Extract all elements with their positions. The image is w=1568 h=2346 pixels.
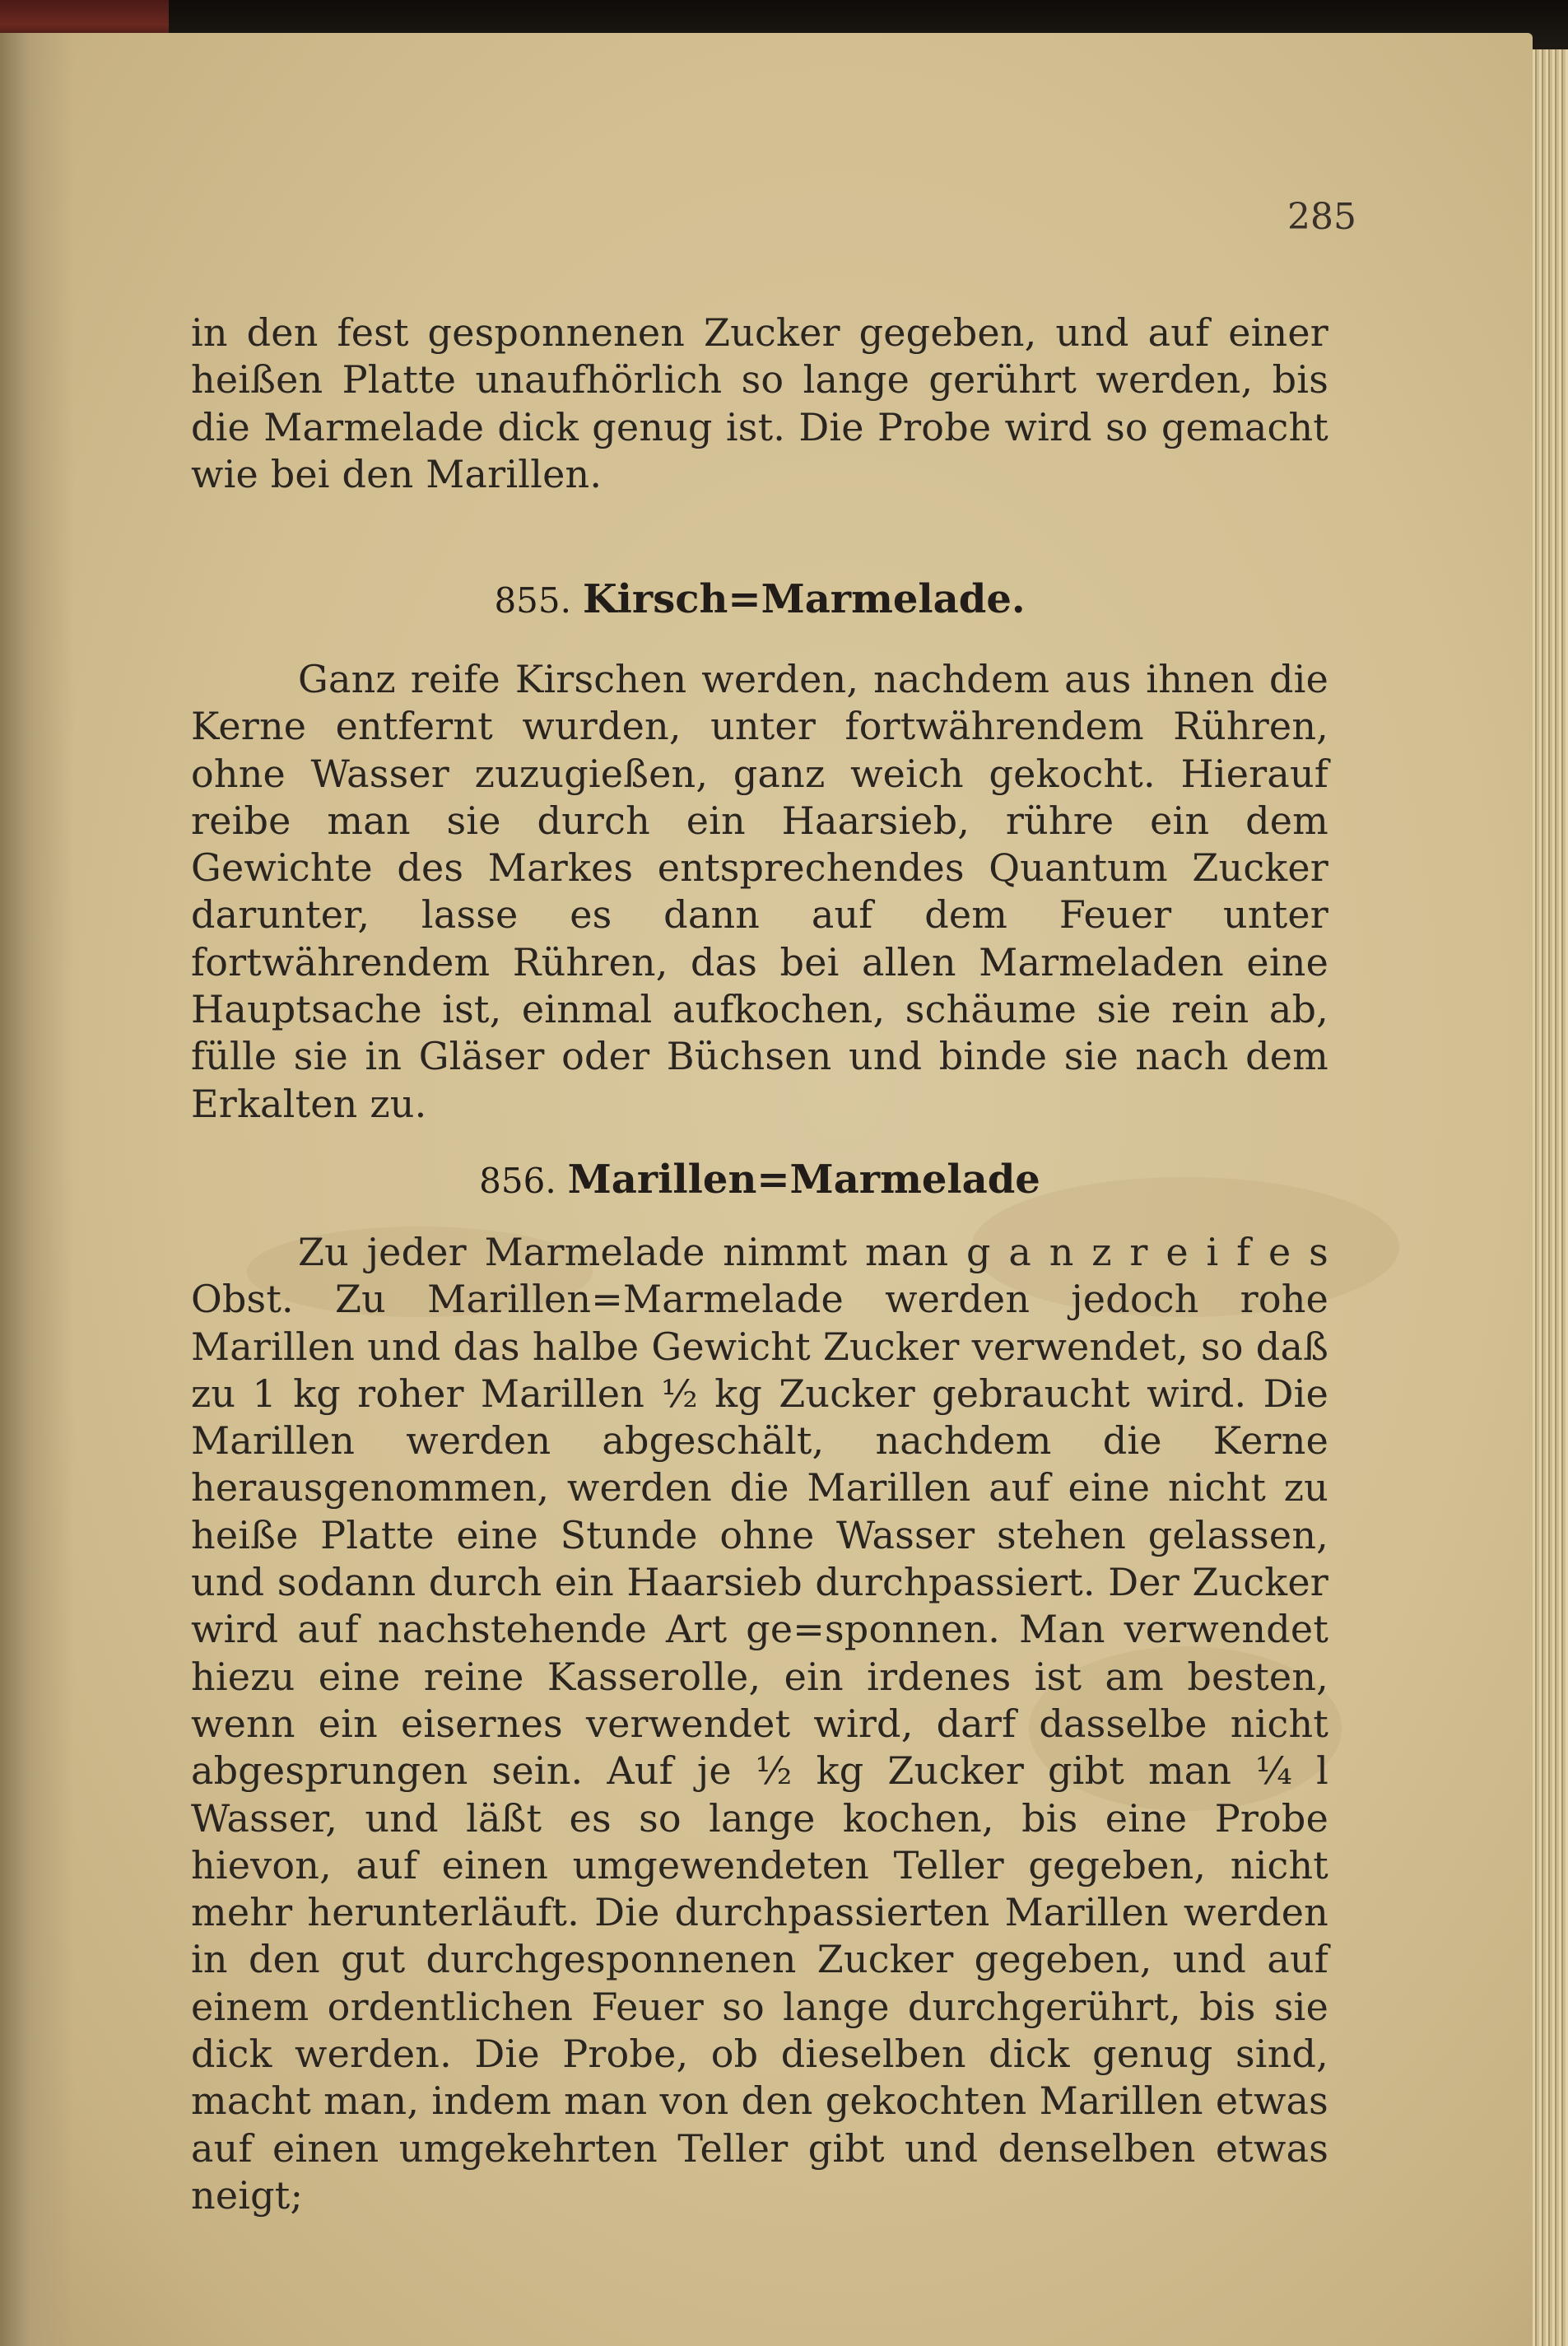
recipe-heading-855 bbox=[191, 576, 1328, 622]
recipe-title: Marillen=Marmelade bbox=[567, 1157, 1040, 1203]
intro-paragraph: in den fest gesponnenen Zucker gegeben, und auf einer heißen Platte unaufhörlich so lange gerührt werden, bis die Marmelade dick genug ist. Die Probe wird so gemacht wie bei den Marillen. bbox=[191, 310, 1328, 496]
intro-paragraph-block bbox=[191, 310, 1328, 498]
recipe-856-body bbox=[191, 1229, 1328, 2219]
page-gutter-shadow bbox=[0, 33, 74, 2346]
page-stack-edges bbox=[1533, 49, 1568, 2346]
page-number: 285 bbox=[1287, 196, 1356, 238]
recipe-paragraph: Ganz reife Kirschen werden, nachdem aus ihnen die Kerne entfernt wurden, unter fortwährendem Rühren, ohne Wasser zuzugießen, ganz weich gekocht. Hierauf reibe man sie durch ein Haarsieb, rühre ein dem Gewichte des Markes entsprechendes Quantum Zucker darunter, lasse es dann auf dem Feuer unter fortwährendem Rühren, das bei allen Marmeladen eine Hauptsache ist, einmal aufkochen, schäume sie rein ab, fülle sie in Gläser oder Büchsen und binde sie nach dem Erkalten zu. bbox=[191, 657, 1328, 1126]
recipe-title: Kirsch=Marmelade. bbox=[582, 576, 1026, 622]
recipe-paragraph: Zu jeder Marmelade nimmt man g a n z r e i f e s Obst. Zu Marillen=Marmelade werden jedoch rohe Marillen und das halbe Gewicht Zucker verwendet, so daß zu 1 kg roher Marillen ½ kg Zucker gebraucht wird. Die Marillen werden abgeschält, nachdem die Kerne herausgenommen, werden die Marillen auf eine nicht zu heiße Platte eine Stunde ohne Wasser stehen gelassen, und sodann durch ein Haarsieb durchpassiert. Der Zucker wird auf nachstehende Art ge=sponnen. Man verwendet hiezu eine reine Kasserolle, ein irdenes ist am besten, wenn ein eisernes verwendet wird, darf dasselbe nicht abgesprungen sein. Auf je ½ kg Zucker gibt man ¼ l Wasser, und läßt es so lange kochen, bis eine Probe hievon, auf einen umgewendeten Teller gegeben, nicht mehr herunterläuft. Die durchpassierten Marillen werden in den gut durchgesponnenen Zucker gegeben, und auf einem ordentlichen Feuer so lange durchgerührt, bis sie dick werden. Die Probe, ob dieselben dick genug sind, macht man, indem man von den gekochten Marillen etwas auf einen umgekehrten Teller gibt und denselben etwas neigt; bbox=[191, 1230, 1328, 2218]
recipe-number: 856. bbox=[479, 1161, 556, 1201]
recipe-number: 855. bbox=[494, 580, 571, 621]
recipe-855-body bbox=[191, 656, 1328, 1128]
recipe-heading-856 bbox=[191, 1157, 1328, 1203]
